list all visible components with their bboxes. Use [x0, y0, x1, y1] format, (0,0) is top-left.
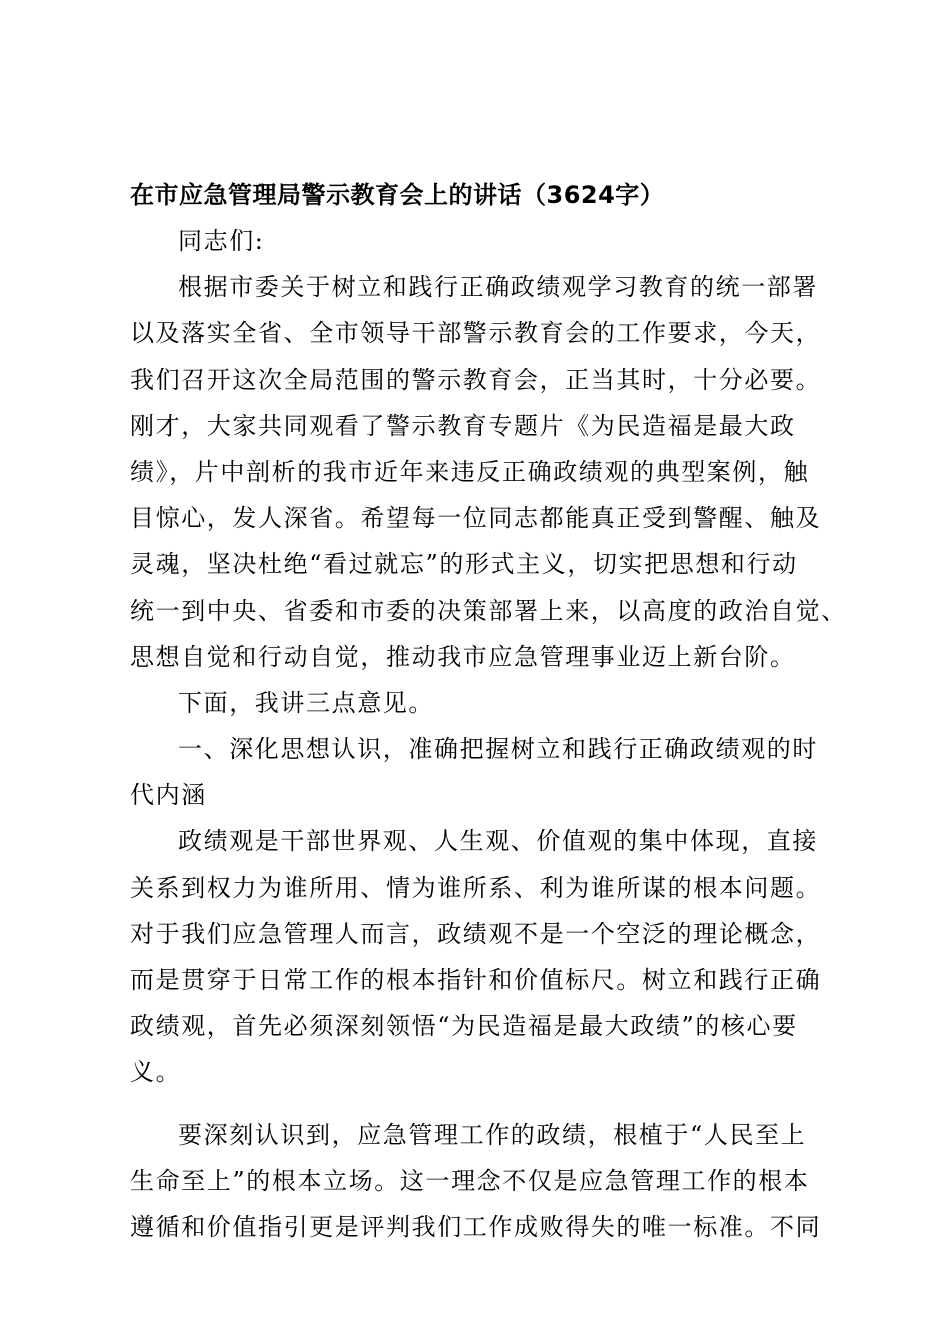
paragraph-line: 思想自觉和行动自觉，推动我市应急管理事业迈上新台阶。 — [130, 642, 796, 671]
paragraph-line: 要深刻认识到，应急管理工作的政绩，根植于“人民至上 — [178, 1120, 807, 1149]
document-title: 在市应急管理局警示教育会上的讲话（3624字） — [130, 181, 665, 209]
section-heading-line: 一、深化思想认识，准确把握树立和践行正确政绩观的时 — [178, 735, 818, 764]
paragraph-line: 对于我们应急管理人而言，政绩观不是一个空泛的理论概念， — [130, 919, 822, 948]
paragraph-line: 我们召开这次全局范围的警示教育会，正当其时，十分必要。 — [130, 365, 822, 394]
paragraph-line: 目惊心，发人深省。希望每一位同志都能真正受到警醒、触及 — [130, 504, 822, 533]
paragraph-line: 遵循和价值指引更是评判我们工作成败得失的唯一标准。不同 — [130, 1212, 822, 1241]
greeting-line: 同志们: — [178, 227, 265, 255]
paragraph-line: 根据市委关于树立和践行正确政绩观学习教育的统一部署 — [178, 273, 818, 302]
document-body — [130, 172, 850, 1250]
paragraph-line: 生命至上”的根本立场。这一理念不仅是应急管理工作的根本 — [130, 1166, 810, 1195]
section-heading-line: 代内涵 — [130, 781, 207, 810]
paragraph-line: 灵魂，坚决杜绝“看过就忘”的形式主义，切实把思想和行动 — [130, 550, 798, 579]
paragraph-line: 刚才，大家共同观看了警示教育专题片《为民造福是最大政 — [130, 411, 796, 440]
paragraph-line: 绩》，片中剖析的我市近年来违反正确政绩观的典型案例，触 — [130, 457, 810, 486]
paragraph-line: 而是贯穿于日常工作的根本指针和价值标尺。树立和践行正确 — [130, 966, 822, 994]
paragraph-gap — [130, 1096, 850, 1112]
paragraph-line: 义。 — [130, 1058, 182, 1087]
paragraph-line: 政绩观，首先必须深刻领悟“为民造福是最大政绩”的核心要 — [130, 1012, 798, 1041]
paragraph-line: 关系到权力为谁所用、情为谁所系、利为谁所谋的根本问题。 — [130, 873, 822, 902]
paragraph-line: 政绩观是干部世界观、人生观、价值观的集中体现，直接 — [178, 827, 818, 856]
paragraph-line: 以及落实全省、全市领导干部警示教育会的工作要求，今天， — [130, 319, 822, 348]
paragraph-line: 下面，我讲三点意见。 — [178, 688, 434, 717]
paragraph-line: 统一到中央、省委和市委的决策部署上来，以高度的政治自觉、 — [130, 596, 847, 625]
